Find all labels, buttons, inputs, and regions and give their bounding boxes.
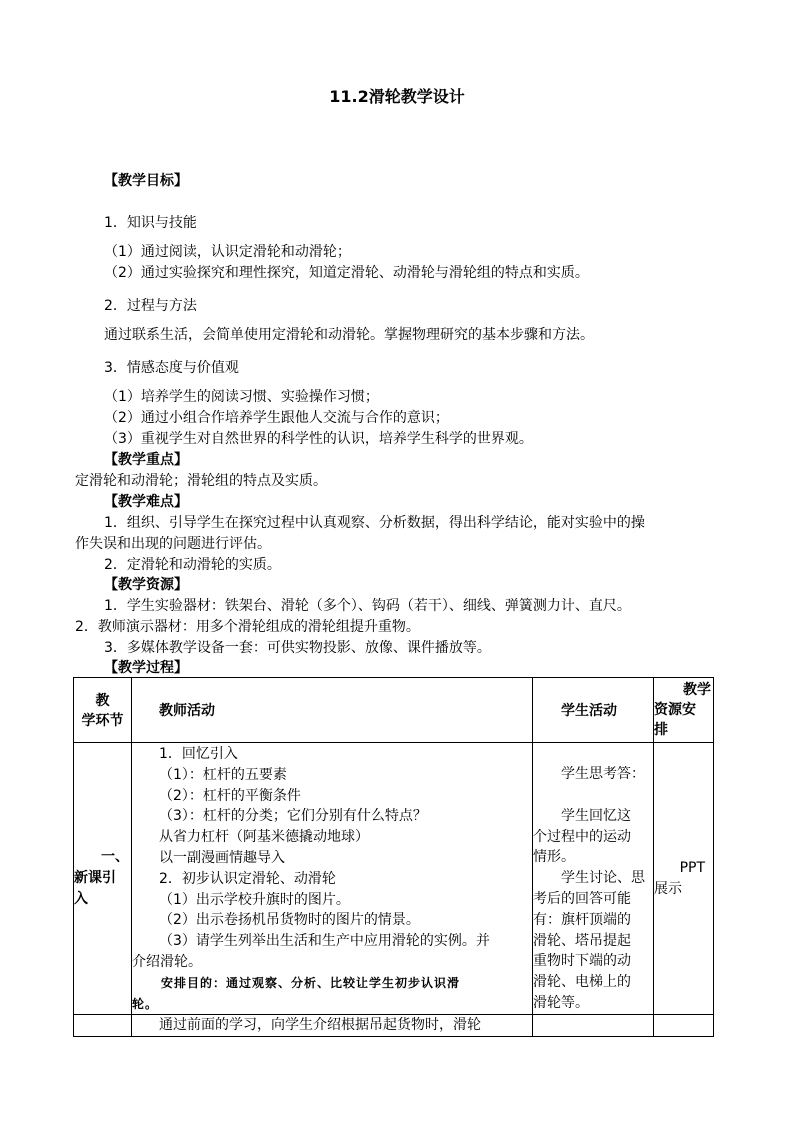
- attitude-heading: 3．情感态度与价值观: [104, 360, 239, 376]
- header-resource-line-2: 资源安: [654, 702, 696, 718]
- resource-line-1: 1．学生实验器材：铁架台、滑轮（多个）、钩码（若干）、细线、弹簧测力计、直尺。: [104, 598, 631, 614]
- key-points-text: 定滑轮和动滑轮；滑轮组的特点及实质。: [75, 473, 327, 489]
- student-line: 个过程中的运动: [533, 828, 631, 845]
- difficulty-line-3: 2．定滑轮和动滑轮的实质。: [104, 557, 281, 573]
- teacher-line: （3）请学生列举出生活和生产中应用滑轮的实例。并: [159, 933, 490, 950]
- student-line: 滑轮、电梯上的: [533, 974, 631, 991]
- objectives-heading: 【教学目标】: [104, 173, 188, 189]
- row2-teacher-cell: [132, 1015, 533, 1037]
- attitude-item-2: （2）通过小组合作培养学生跟他人交流与合作的意识；: [104, 410, 449, 426]
- header-teacher-cell: [132, 678, 533, 743]
- teacher-line: （2）出示卷扬机吊货物时的图片的情景。: [159, 912, 420, 929]
- row1-stage-line-2: 新课引: [74, 870, 116, 887]
- attitude-item-3: （3）重视学生对自然世界的科学性的认识，培养学生科学的世界观。: [104, 431, 533, 447]
- teacher-note-line: 轮。: [132, 996, 159, 1011]
- process-table: [73, 677, 714, 1037]
- header-stage-cell: [74, 678, 132, 743]
- process-heading: 【教学过程】: [104, 660, 188, 676]
- student-line: 滑轮、塔吊提起: [533, 932, 631, 949]
- teacher-line: （2）：杠杆的平衡条件: [159, 787, 301, 804]
- row1-stage-line-3: 入: [74, 891, 88, 908]
- row1-resource-cell: [654, 743, 714, 1015]
- teacher-line: （3）：杠杆的分类；它们分别有什么特点？: [159, 808, 427, 825]
- header-resource-line-3: 排: [654, 722, 668, 738]
- header-teacher-label: 教师活动: [159, 703, 215, 719]
- row2-resource-cell: [654, 1015, 714, 1037]
- row2-teacher-line: 通过前面的学习，向学生介绍根据吊起货物时，滑轮: [159, 1017, 481, 1034]
- student-line: 重物时下端的动: [533, 953, 631, 970]
- teacher-note-line: 安排目的：通过观察、分析、比较让学生初步认识滑: [161, 975, 461, 990]
- row2-student-cell: [533, 1015, 654, 1037]
- resource-line-2: 2．教师演示器材：用多个滑轮组成的滑轮组提升重物。: [75, 619, 420, 635]
- method-text: 通过联系生活，会简单使用定滑轮和动滑轮。掌握物理研究的基本步骤和方法。: [104, 327, 594, 343]
- teacher-line: 从省力杠杆（阿基米德撬动地球）: [159, 829, 369, 846]
- header-resource-cell: [654, 678, 714, 743]
- header-resource-line-1: 教学: [683, 682, 711, 698]
- student-line: 学生思考答：: [561, 766, 645, 782]
- skills-item-2: （2）通过实验探究和理性探究，知道定滑轮、动滑轮与滑轮组的特点和实质。: [104, 265, 589, 281]
- header-stage-line-2: 学环节: [81, 713, 124, 729]
- student-line: 滑轮等。: [533, 994, 589, 1011]
- teacher-line: （1）出示学校升旗时的图片。: [159, 891, 350, 908]
- student-line: 情形。: [533, 849, 575, 866]
- resources-heading: 【教学资源】: [104, 577, 188, 593]
- teacher-line: （1）：杠杆的五要素: [159, 766, 287, 783]
- row1-resource-line-1: PPT: [679, 859, 705, 876]
- header-stage-line-1: 教: [95, 693, 110, 709]
- teacher-line: 2．初步认识定滑轮、动滑轮: [159, 870, 336, 887]
- header-student-cell: [533, 678, 654, 743]
- student-line: 考后的回答可能: [533, 890, 631, 907]
- row1-resource-line-2: 展示: [654, 880, 682, 897]
- resource-line-3: 3．多媒体教学设备一套：可供实物投影、放像、课件播放等。: [104, 640, 491, 656]
- row1-stage-cell: [74, 743, 132, 1015]
- table-row: [74, 1015, 714, 1037]
- skills-item-1: （1）通过阅读，认识定滑轮和动滑轮；: [104, 244, 351, 260]
- student-line: 有：旗杆顶端的: [533, 911, 631, 928]
- student-line: 学生回忆这: [561, 807, 631, 824]
- row2-stage-cell: [74, 1015, 132, 1037]
- row1-student-cell: [533, 743, 654, 1015]
- attitude-item-1: （1）培养学生的阅读习惯、实验操作习惯；: [104, 389, 379, 405]
- skills-heading: 1．知识与技能: [104, 215, 197, 231]
- table-row: [74, 743, 714, 1015]
- difficulties-heading: 【教学难点】: [104, 494, 188, 510]
- row1-teacher-cell: [132, 743, 533, 1015]
- teacher-line: 1．回忆引入: [159, 746, 238, 762]
- teacher-line: 以一副漫画情趣导入: [159, 849, 285, 866]
- header-student-label: 学生活动: [561, 703, 617, 719]
- difficulty-line-2: 作失误和出现的问题进行评估。: [75, 536, 271, 552]
- teacher-line: 介绍滑轮。: [132, 953, 202, 970]
- row1-stage-line-1: 一、: [101, 849, 129, 866]
- table-header-row: [74, 678, 714, 743]
- method-heading: 2．过程与方法: [104, 298, 197, 314]
- student-line: 学生讨论、思: [561, 870, 645, 887]
- key-points-heading: 【教学重点】: [104, 452, 188, 468]
- page-title: 11.2滑轮教学设计: [329, 87, 465, 106]
- difficulty-line-1: 1．组织、引导学生在探究过程中认真观察、分析数据，得出科学结论，能对实验中的操: [104, 515, 645, 531]
